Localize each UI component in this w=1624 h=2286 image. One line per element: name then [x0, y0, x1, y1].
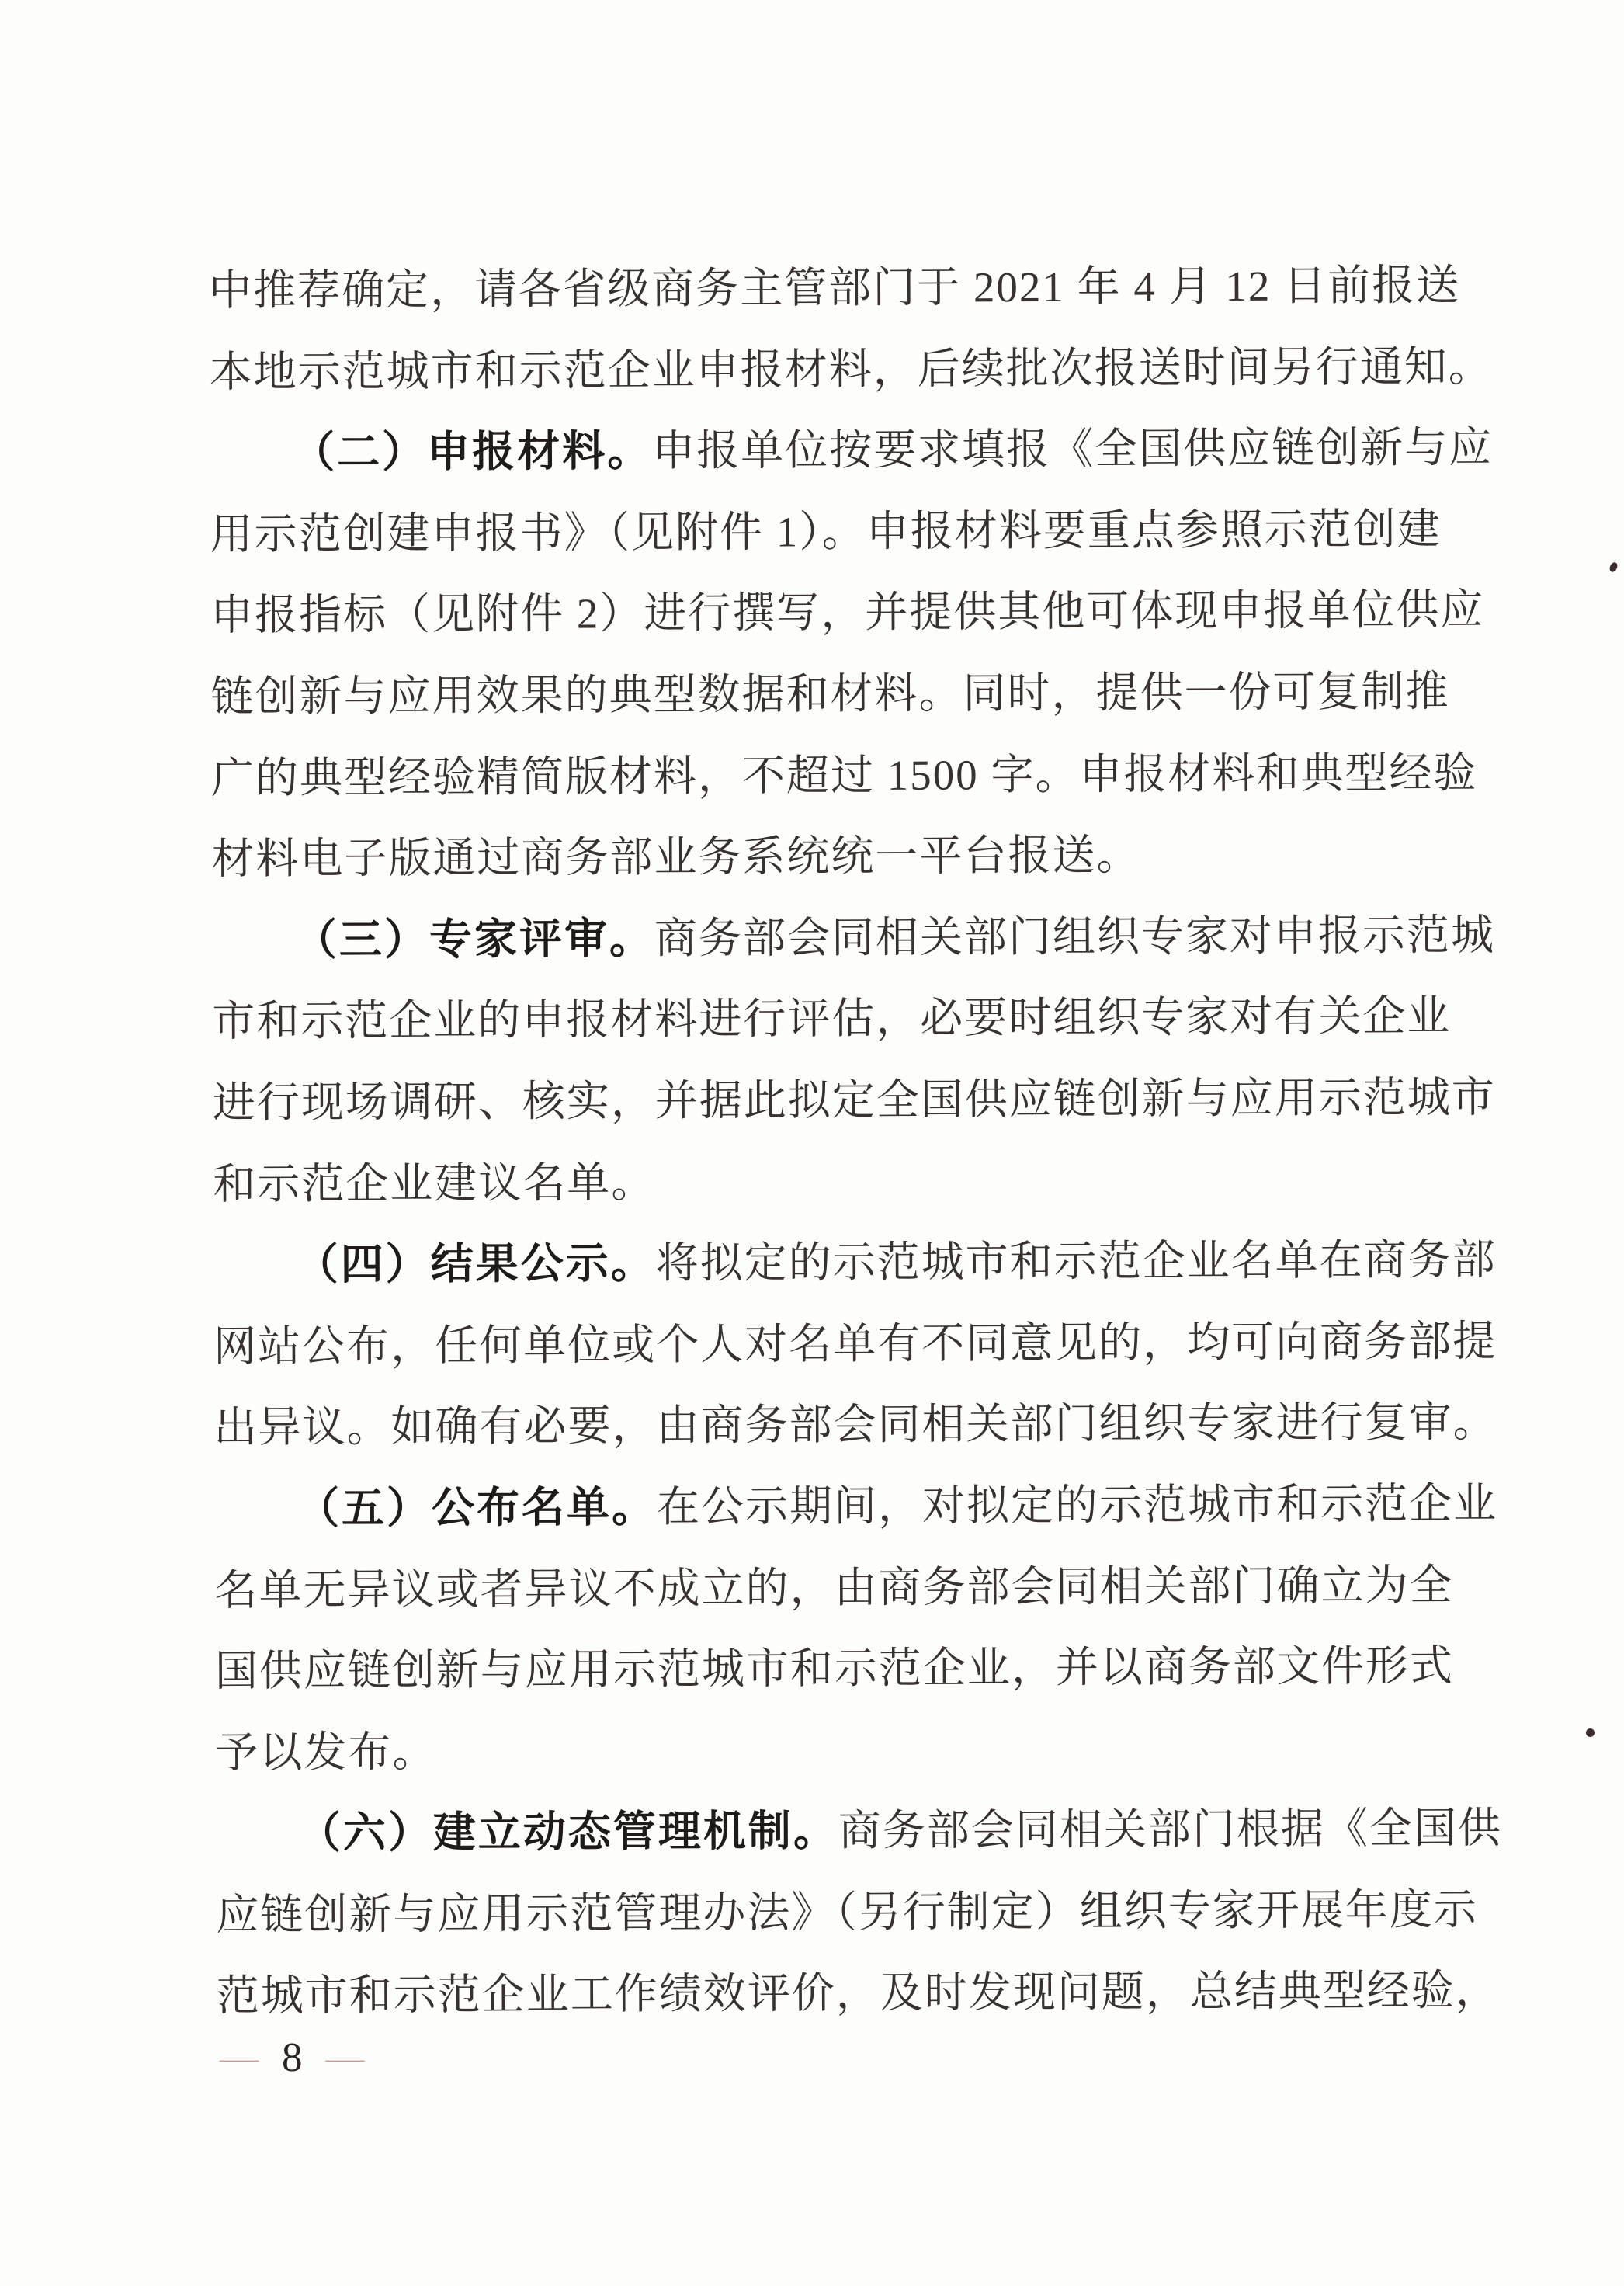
text-line-paragraph-start	[213, 1218, 1532, 1305]
line-text: 市和示范企业的申报材料进行评估，必要时组织专家对有关企业	[212, 992, 1452, 1046]
text-line	[210, 650, 1530, 737]
text-line-paragraph-start	[212, 894, 1532, 981]
line-text: 商务部会同相关部门根据《全国供	[838, 1804, 1503, 1855]
line-text: 应链创新与应用示范管理办法》（另行制定）组织专家开展年度示	[216, 1885, 1478, 1939]
line-text: 范城市和示范企业工作绩效评价，及时发现问题，总结典型经验，	[216, 1966, 1500, 2020]
line-text: 申报指标（见附件 2）进行撰写，并提供其他可体现申报单位供应	[210, 585, 1485, 640]
line-text: 出异议。如确有必要，由商务部会同相关部门组织专家进行复审。	[213, 1398, 1497, 1452]
text-line	[212, 975, 1532, 1062]
line-text: 网站公布，任何单位或个人对名单有不同意见的，均可向商务部提	[213, 1317, 1497, 1371]
ink-speck	[1608, 561, 1619, 574]
line-text: 和示范企业建议名单。	[213, 1158, 656, 1208]
footer-right-dash: —	[325, 2041, 365, 2074]
line-text: 本地示范城市和示范企业申报材料，后续批次报送时间另行通知。	[209, 342, 1493, 396]
line-text: 材料电子版通过商务部业务系统统一平台报送。	[211, 831, 1141, 883]
text-line	[217, 1950, 1536, 2037]
text-line	[213, 1056, 1532, 1143]
text-line-paragraph-start	[214, 1462, 1534, 1549]
line-text: 中推荐确定，请各省级商务主管部门于 2021 年 4 月 12 日前报送	[209, 261, 1461, 314]
line-lead-bold: （五）公布名单。	[296, 1482, 658, 1534]
text-line	[215, 1624, 1535, 1711]
body-text-block	[209, 244, 1536, 2036]
line-text: 在公示期间，对拟定的示范城市和示范企业	[656, 1479, 1498, 1531]
line-text: 予以发布。	[215, 1728, 437, 1777]
line-text: 用示范创建申报书》（见附件 1）。申报材料要重点参照示范创建	[210, 505, 1442, 558]
text-line	[213, 1138, 1532, 1225]
line-text: 国供应链创新与应用示范城市和示范企业，并以商务部文件形式	[214, 1642, 1455, 1695]
line-text: 商务部会同相关部门组织专家对申报示范城	[654, 911, 1496, 962]
line-lead-bold: （二）申报材料。	[291, 426, 653, 478]
text-line-paragraph-start	[216, 1787, 1536, 1874]
text-line	[209, 244, 1529, 331]
text-line	[211, 731, 1531, 818]
line-lead-bold: （四）结果公示。	[295, 1238, 656, 1290]
line-text: 广的典型经验精简版材料，不超过 1500 字。申报材料和典型经验	[210, 749, 1478, 802]
line-text: 进行现场调研、核实，并据此拟定全国供应链创新与应用示范城市	[212, 1073, 1496, 1127]
text-line	[213, 1300, 1533, 1387]
line-lead-bold: （三）专家评审。	[293, 912, 655, 964]
line-lead-bold: （六）建立动态管理机制。	[297, 1805, 839, 1858]
text-line	[215, 1706, 1535, 1793]
text-line	[213, 1381, 1533, 1468]
text-line	[209, 325, 1529, 412]
line-text: 将拟定的示范城市和示范企业名单在商务部	[655, 1235, 1497, 1287]
footer-page-number	[220, 2020, 365, 2095]
ink-speck	[1586, 1728, 1595, 1737]
page-number: 8	[282, 2035, 303, 2080]
text-line	[216, 1868, 1536, 1955]
line-text: 申报单位按要求填报《全国供应链创新与应	[652, 423, 1494, 475]
line-text: 链创新与应用效果的典型数据和材料。同时，提供一份可复制推	[210, 667, 1450, 721]
text-line-paragraph-start	[210, 406, 1529, 493]
line-text: 名单无异议或者异议不成立的，由商务部会同相关部门确立为全	[214, 1561, 1454, 1614]
text-line	[210, 488, 1529, 575]
text-line	[210, 569, 1530, 656]
text-line	[211, 812, 1531, 899]
footer-left-dash: —	[220, 2041, 259, 2074]
text-line	[214, 1544, 1534, 1631]
